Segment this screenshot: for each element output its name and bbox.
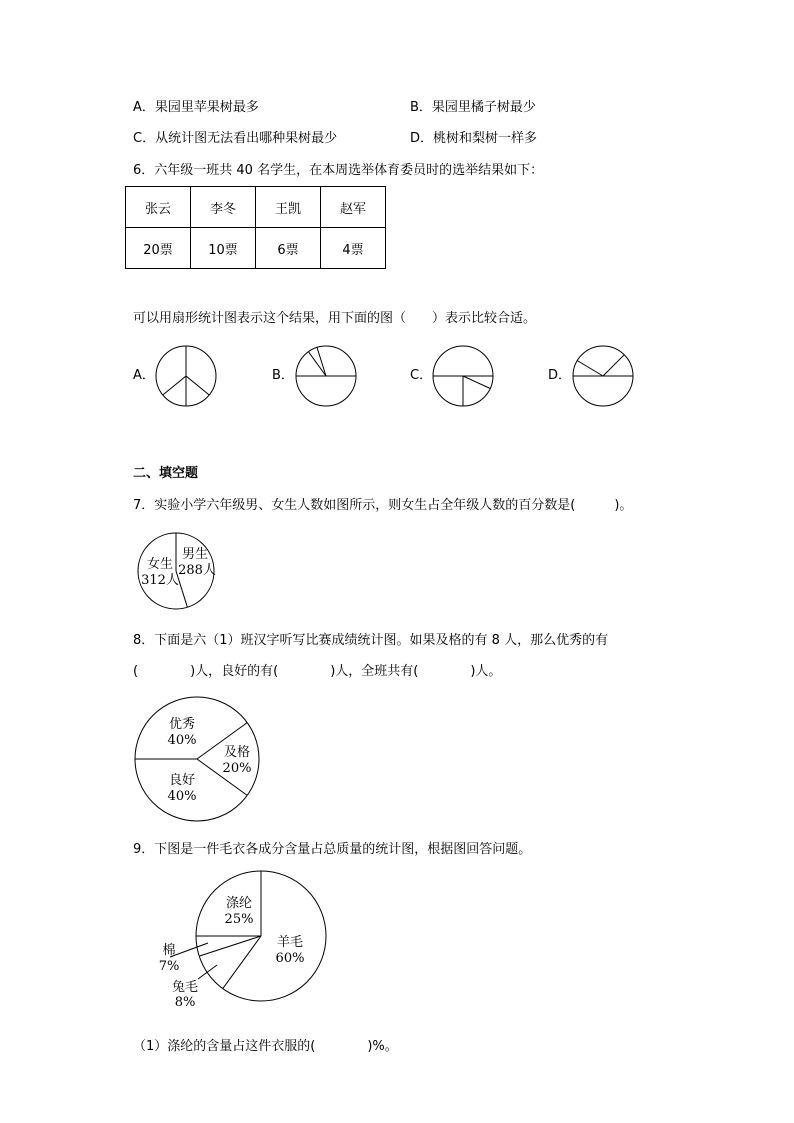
option-b: B．果园里橘子树最少 [410,100,536,115]
question-9-text: 9．下图是一件毛衣各成分含量占总质量的统计图，根据图回答问题。 [133,842,532,857]
section-title: 二、填空题 [133,466,199,481]
pie-value-wool: 60% [275,951,305,966]
pie-label-wool: 羊毛 [276,935,304,950]
question-8-line2: ( )人，良好的有( )人，全班共有( )人。 [133,664,502,679]
option-a: A．果园里苹果树最多 [133,100,259,115]
pie-value-girls: 312人 [141,573,179,588]
pie-option-a [150,340,222,412]
question-6-text: 6．六年级一班共 40 名学生，在本周选举体育委员时的选举结果如下： [133,163,544,178]
pie-label-girls: 女生 [146,557,174,572]
pie-label-excellent: 优秀 [168,717,196,732]
pie-value-rabbit: 8% [174,995,196,1007]
pie-label-polyester: 涤纶 [225,896,253,911]
question-9-sub1: （1）涤纶的含量占这件衣服的( )%。 [133,1039,398,1054]
pie-value-excellent: 40% [167,733,197,748]
question-6-prompt: 可以用扇形统计图表示这个结果，用下面的图（ ）表示比较合适。 [133,311,537,326]
pie-value-pass: 20% [222,761,252,776]
pie-label-cotton: 棉 [162,943,176,958]
table-cell: 王凯 [256,187,321,228]
option-c: C．从统计图无法看出哪种果树最少 [133,131,338,146]
vote-table [125,186,386,269]
option-label-b: B． [272,368,294,383]
pie-label-boys: 男生 [181,547,209,562]
pie-chart-scores [130,693,270,829]
pie-chart-sweater [150,867,332,1007]
pie-value-boys: 288人 [178,563,216,578]
pie-chart-gender [132,528,222,618]
pie-option-c [427,340,499,412]
question-8-line1: 8．下面是六（1）班汉字听写比赛成绩统计图。如果及格的有 8 人，那么优秀的有 [133,633,609,648]
option-d: D．桃树和梨树一样多 [410,131,538,146]
pie-value-good: 40% [167,789,197,804]
option-label-c: C． [410,368,433,383]
pie-option-d [567,340,639,412]
pie-option-b [290,340,362,412]
option-label-d: D． [548,368,572,383]
table-row [126,187,386,228]
table-cell: 4票 [321,228,386,269]
pie-value-polyester: 25% [224,912,254,927]
question-7-text: 7．实验小学六年级男、女生人数如图所示，则女生占全年级人数的百分数是( )。 [133,498,633,513]
table-row [126,228,386,269]
pie-label-rabbit: 兔毛 [171,980,199,995]
table-cell: 20票 [126,228,191,269]
pie-label-pass: 及格 [223,745,251,760]
table-cell: 6票 [256,228,321,269]
pie-label-good: 良好 [168,773,196,788]
option-label-a: A． [133,368,155,383]
table-cell: 李冬 [191,187,256,228]
table-cell: 张云 [126,187,191,228]
pie-value-cotton: 7% [158,959,180,974]
table-cell: 赵军 [321,187,386,228]
table-cell: 10票 [191,228,256,269]
